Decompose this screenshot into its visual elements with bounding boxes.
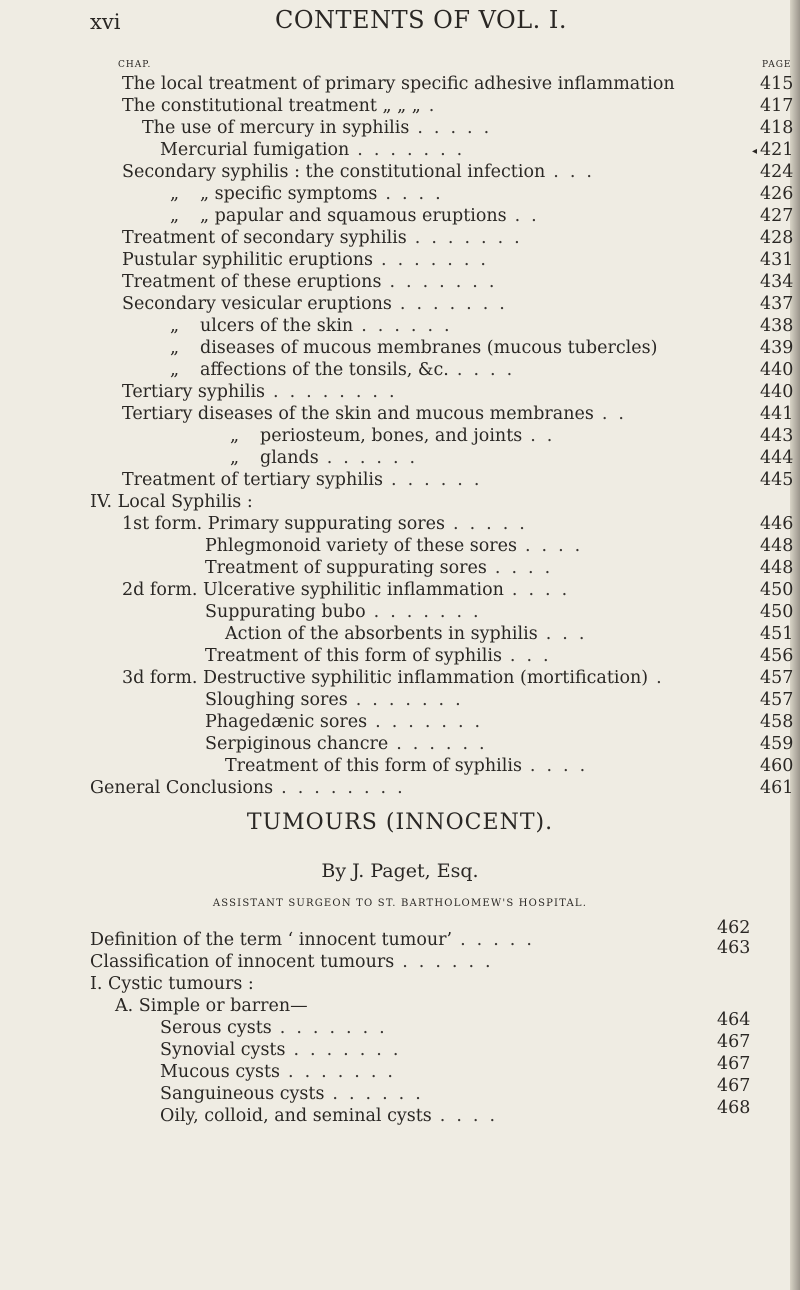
toc-entry: Definition of the term ‘ innocent tumour’ .....: [90, 930, 543, 950]
toc-page-number: 448: [760, 536, 794, 556]
toc-page-number: 424: [760, 162, 794, 182]
toc-entry: Phagedænic sores .......: [205, 712, 492, 732]
toc-entry: Treatment of secondary syphilis .......: [122, 228, 531, 248]
toc-entry: Tertiary diseases of the skin and mucous membranes ..: [122, 404, 635, 424]
toc-entry: Synovial cysts .......: [160, 1040, 410, 1060]
toc-page-number: 446: [760, 514, 794, 534]
toc-entry: „ „ specific symptoms ....: [170, 184, 452, 204]
toc-page-number: 439: [760, 338, 794, 358]
toc-entry: The local treatment of primary specific adhesive inflammation: [122, 74, 675, 94]
toc-page-number: 438: [760, 316, 794, 336]
ink-fleck: ◂: [752, 146, 758, 157]
toc-entry: Secondary vesicular eruptions .......: [122, 294, 516, 314]
toc-entry: Treatment of this form of syphilis ....: [225, 756, 597, 776]
toc-page-number: 437: [760, 294, 794, 314]
section-author: By J. Paget, Esq.: [321, 860, 479, 882]
toc-entry: Secondary syphilis : the constitutional infection ...: [122, 162, 603, 182]
toc-entry: „ periosteum, bones, and joints ..: [230, 426, 564, 446]
running-header: [90, 4, 730, 44]
toc-entry: „ „ papular and squamous eruptions ..: [170, 206, 548, 226]
page-column-label: PAGE: [762, 60, 792, 70]
toc-entry: Treatment of these eruptions .......: [122, 272, 506, 292]
toc-page-number: 448: [760, 558, 794, 578]
toc-entry: 2d form. Ulcerative syphilitic inflammation ....: [122, 580, 579, 600]
toc-page-number: 463: [717, 938, 751, 958]
toc-heading: IV. Local Syphilis :: [90, 492, 253, 512]
toc-page-number: 441: [760, 404, 794, 424]
toc-page-number: 467: [717, 1054, 751, 1074]
toc-entry: Tertiary syphilis ........: [122, 382, 406, 402]
toc-entry: Mucous cysts .......: [160, 1062, 404, 1082]
toc-entry: Phlegmonoid variety of these sores ....: [205, 536, 592, 556]
toc-entry: The use of mercury in syphilis .....: [142, 118, 501, 138]
running-title: CONTENTS OF VOL. I.: [275, 6, 567, 34]
toc-page-number: 443: [760, 426, 794, 446]
section-title: TUMOURS (INNOCENT).: [246, 810, 554, 835]
toc-entry: Sanguineous cysts ......: [160, 1084, 432, 1104]
toc-page-number: 427: [760, 206, 794, 226]
toc-page-number: 450: [760, 580, 794, 600]
toc-page-number: 456: [760, 646, 794, 666]
toc-entry: Treatment of this form of syphilis ...: [205, 646, 560, 666]
toc-page-number: 434: [760, 272, 794, 292]
toc-page-number: 426: [760, 184, 794, 204]
ditto-mark: „: [230, 426, 240, 446]
toc-page-number: 440: [760, 360, 794, 380]
toc-page-number: 428: [760, 228, 794, 248]
toc-entry: 1st form. Primary suppurating sores .....: [122, 514, 536, 534]
toc-page-number: 457: [760, 668, 794, 688]
toc-entry: „ ulcers of the skin ......: [170, 316, 461, 336]
toc-entry: „ glands ......: [230, 448, 427, 468]
author-affiliation: ASSISTANT SURGEON TO ST. BARTHOLOMEW'S HOSPITAL.: [212, 898, 588, 909]
toc-page-number: 418: [760, 118, 794, 138]
toc-entry: Pustular syphilitic eruptions .......: [122, 250, 497, 270]
toc-entry: Treatment of suppurating sores ....: [205, 558, 562, 578]
toc-page-number: 440: [760, 382, 794, 402]
toc-entry: Serous cysts .......: [160, 1018, 396, 1038]
ditto-mark: „: [170, 184, 180, 204]
toc-page-number: 444: [760, 448, 794, 468]
toc-entry: Classification of innocent tumours ......: [90, 952, 502, 972]
toc-entry: Sloughing sores .......: [205, 690, 472, 710]
toc-page-number: 451: [760, 624, 794, 644]
toc-entry: Treatment of tertiary syphilis ......: [122, 470, 491, 490]
toc-entry: Serpiginous chancre ......: [205, 734, 496, 754]
page-number: xvi: [90, 10, 121, 34]
toc-page-number: 457: [760, 690, 794, 710]
toc-page-number: 458: [760, 712, 794, 732]
ditto-mark: „: [230, 448, 240, 468]
toc-page-number: 468: [717, 1098, 751, 1118]
toc-page-number: 415: [760, 74, 794, 94]
toc-entry: 3d form. Destructive syphilitic inflammation (mortification) .: [122, 668, 673, 688]
toc-entry: General Conclusions ........: [90, 778, 414, 798]
toc-entry: „ affections of the tonsils, &c. ....: [170, 360, 524, 380]
toc-entry: Oily, colloid, and seminal cysts ....: [160, 1106, 507, 1126]
toc-entry: Mercurial fumigation .......: [160, 140, 474, 160]
toc-page-number: 460: [760, 756, 794, 776]
toc-page-number: 417: [760, 96, 794, 116]
toc-entry: The constitutional treatment „ „ „ .: [122, 96, 446, 116]
ditto-mark: „: [170, 206, 180, 226]
toc-page-number: 464: [717, 1010, 751, 1030]
toc-page-number: 459: [760, 734, 794, 754]
toc-page-number: 467: [717, 1076, 751, 1096]
toc-heading: I. Cystic tumours :: [90, 974, 254, 994]
toc-page-number: 445: [760, 470, 794, 490]
ditto-mark: „: [170, 360, 180, 380]
toc-page-number: 431: [760, 250, 794, 270]
toc-heading: A. Simple or barren—: [115, 996, 308, 1016]
chap-column-label: CHAP.: [118, 60, 152, 70]
toc-page-number: 462: [717, 918, 751, 938]
toc-entry: Action of the absorbents in syphilis ...: [225, 624, 596, 644]
toc-entry: Suppurating bubo .......: [205, 602, 490, 622]
ditto-mark: „: [170, 338, 180, 358]
ditto-mark: „: [170, 316, 180, 336]
toc-page-number: 461: [760, 778, 794, 798]
toc-entry: „ diseases of mucous membranes (mucous tubercles): [170, 338, 658, 358]
toc-page-number: 421: [760, 140, 794, 160]
toc-page-number: 467: [717, 1032, 751, 1052]
toc-page-number: 450: [760, 602, 794, 622]
